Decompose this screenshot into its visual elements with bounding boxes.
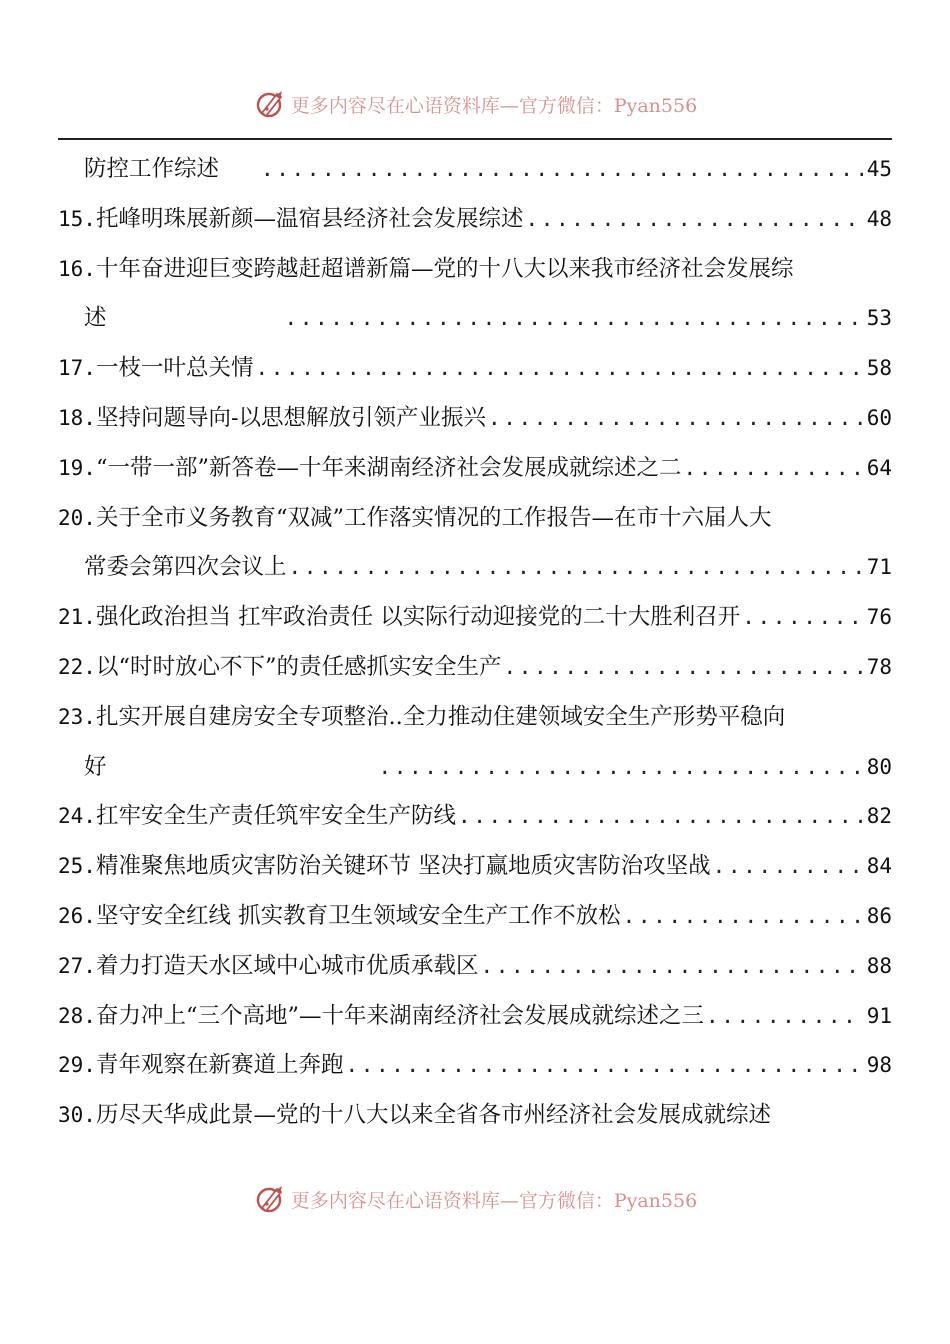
toc-entry-page-number: 48 (866, 206, 892, 231)
toc-entry[interactable] (58, 841, 892, 891)
toc-entry[interactable] (58, 592, 892, 642)
toc-entry[interactable] (84, 293, 892, 343)
toc-dot-leader (480, 941, 862, 991)
toc-entry-page-number: 58 (866, 356, 892, 381)
header-divider (58, 138, 892, 140)
toc-dot-leader (623, 891, 863, 941)
toc-entry-number: 25. (58, 854, 96, 879)
toc-dot-leader (379, 742, 863, 792)
footer-watermark (0, 1181, 950, 1217)
toc-entry-number: 21. (58, 605, 96, 630)
toc-entry-number: 23. (58, 704, 96, 729)
toc-entry[interactable] (58, 393, 892, 443)
toc-dot-leader (261, 144, 863, 194)
toc-entry[interactable] (58, 692, 892, 742)
toc-entry[interactable] (58, 941, 892, 991)
toc-entry-page-number: 78 (866, 655, 892, 679)
toc-entry-title: 坚守安全红线 抓实教育卫生领域安全生产工作不放松 (95, 903, 621, 929)
toc-entry-number: 30. (58, 1103, 96, 1128)
toc-entry-page-number: 82 (866, 804, 892, 829)
toc-dot-leader (525, 194, 862, 244)
toc-entry-number: 29. (58, 1053, 96, 1078)
toc-entry-page-number: 60 (866, 406, 892, 430)
toc-entry[interactable] (58, 642, 892, 692)
toc-entry[interactable] (58, 891, 892, 941)
toc-entry-page-number: 88 (866, 953, 892, 978)
toc-entry[interactable] (58, 443, 892, 493)
watermark-text: 更多内容尽在心语资料库—官方微信：Pyan556 (290, 94, 698, 117)
toc-entry-title: 好 (84, 753, 107, 780)
toc-entry-title: “一带一部”新答卷—十年来湖南经济社会发展成就综述之二 (95, 454, 682, 481)
toc-entry-number: 20. (58, 505, 96, 530)
toc-entry[interactable] (58, 1040, 892, 1090)
toc-dot-leader (683, 443, 862, 493)
toc-entry-number: 18. (58, 406, 96, 430)
toc-entry-title: 一枝一叶总关情 (95, 355, 254, 382)
toc-entry-title: 坚持问题导向-以思想解放引领产业振兴 (95, 405, 487, 431)
toc-entry-page-number: 98 (866, 1053, 892, 1078)
toc-dot-leader (289, 542, 863, 592)
toc-entry-number: 17. (58, 356, 96, 381)
toc-entry[interactable] (58, 343, 892, 393)
toc-entry[interactable] (84, 542, 892, 592)
toc-entry[interactable] (84, 144, 892, 194)
toc-entry-number: 16. (58, 256, 96, 281)
toc-dot-leader (488, 393, 863, 443)
toc-entry-page-number: 91 (866, 1003, 892, 1028)
toc-dot-leader (742, 592, 862, 642)
toc-entry-number: 24. (58, 804, 96, 829)
toc-entry-title: 历尽天华成此景—党的十八大以来全省各市州经济社会发展成就综述 (95, 1102, 771, 1129)
toc-entry-title: 述 (84, 305, 107, 332)
toc-entry-title: 强化政治担当 扛牢政治责任 以实际行动迎接党的二十大胜利召开 (95, 604, 741, 631)
header-watermark (0, 86, 950, 122)
pen-nib-circle-icon (253, 1182, 287, 1216)
toc-dot-leader (458, 791, 863, 841)
toc-entry-title: 托峰明珠展新颜—温宿县经济社会发展综述 (95, 205, 524, 232)
toc-entry-number: 26. (58, 904, 96, 928)
toc-entry-title: 常委会第四次会议上 (84, 554, 287, 581)
toc-entry-title: 精准聚焦地质灾害防治关键环节 坚决打赢地质灾害防治攻坚战 (95, 853, 711, 880)
toc-entry-title: 青年观察在新赛道上奔跑 (95, 1052, 344, 1079)
toc-entry-number: 22. (58, 655, 96, 679)
toc-entry-title: 扛牢安全生产责任筑牢安全生产防线 (95, 803, 456, 830)
toc-entry-title: 防控工作综述 (84, 156, 220, 182)
toc-entry-title: 扎实开展自建房安全专项整治..全力推动住建领域安全生产形势平稳向 (95, 703, 786, 730)
toc-entry-title: 关于全市义务教育“双减”工作落实情况的工作报告—在市十六届人大 (95, 504, 772, 531)
toc-entry-title: 以“时时放心不下”的责任感抓实安全生产 (95, 654, 502, 680)
toc-entry-page-number: 76 (866, 605, 892, 630)
toc-entry[interactable] (84, 742, 892, 792)
toc-entry-page-number: 64 (866, 455, 892, 480)
toc-entry[interactable] (58, 791, 892, 841)
toc-dot-leader (285, 293, 863, 343)
pen-nib-circle-icon (253, 87, 287, 121)
toc-entry-number: 19. (58, 455, 96, 480)
toc-dot-leader (345, 1040, 862, 1090)
toc-dot-leader (255, 343, 862, 393)
toc-entry-title: 奋力冲上“三个高地”—十年来湖南经济社会发展成就综述之三 (95, 1002, 704, 1029)
toc-entry[interactable] (58, 991, 892, 1041)
toc-entry[interactable] (58, 244, 892, 294)
toc-dot-leader (503, 642, 862, 692)
toc-entry-page-number: 53 (866, 306, 892, 331)
toc-entry-page-number: 84 (866, 854, 892, 879)
toc-entry-page-number: 86 (866, 904, 892, 928)
toc-entry-number: 28. (58, 1003, 96, 1028)
toc-dot-leader (706, 991, 863, 1041)
toc-entry-page-number: 71 (866, 555, 892, 580)
toc-entry-number: 15. (58, 206, 96, 231)
toc-entry-page-number: 45 (866, 157, 892, 181)
toc-entry[interactable] (58, 194, 892, 244)
toc-entry[interactable] (58, 1090, 892, 1140)
toc-entry[interactable] (58, 493, 892, 543)
toc-entry-page-number: 80 (866, 754, 892, 779)
toc-dot-leader (713, 841, 863, 891)
toc-entry-title: 着力打造天水区域中心城市优质承载区 (95, 952, 479, 979)
toc-entry-title: 十年奋进迎巨变跨越赶超谱新篇—党的十八大以来我市经济社会发展综 (95, 255, 794, 282)
watermark-text: 更多内容尽在心语资料库—官方微信：Pyan556 (290, 1189, 698, 1212)
toc-entry-number: 27. (58, 953, 96, 978)
